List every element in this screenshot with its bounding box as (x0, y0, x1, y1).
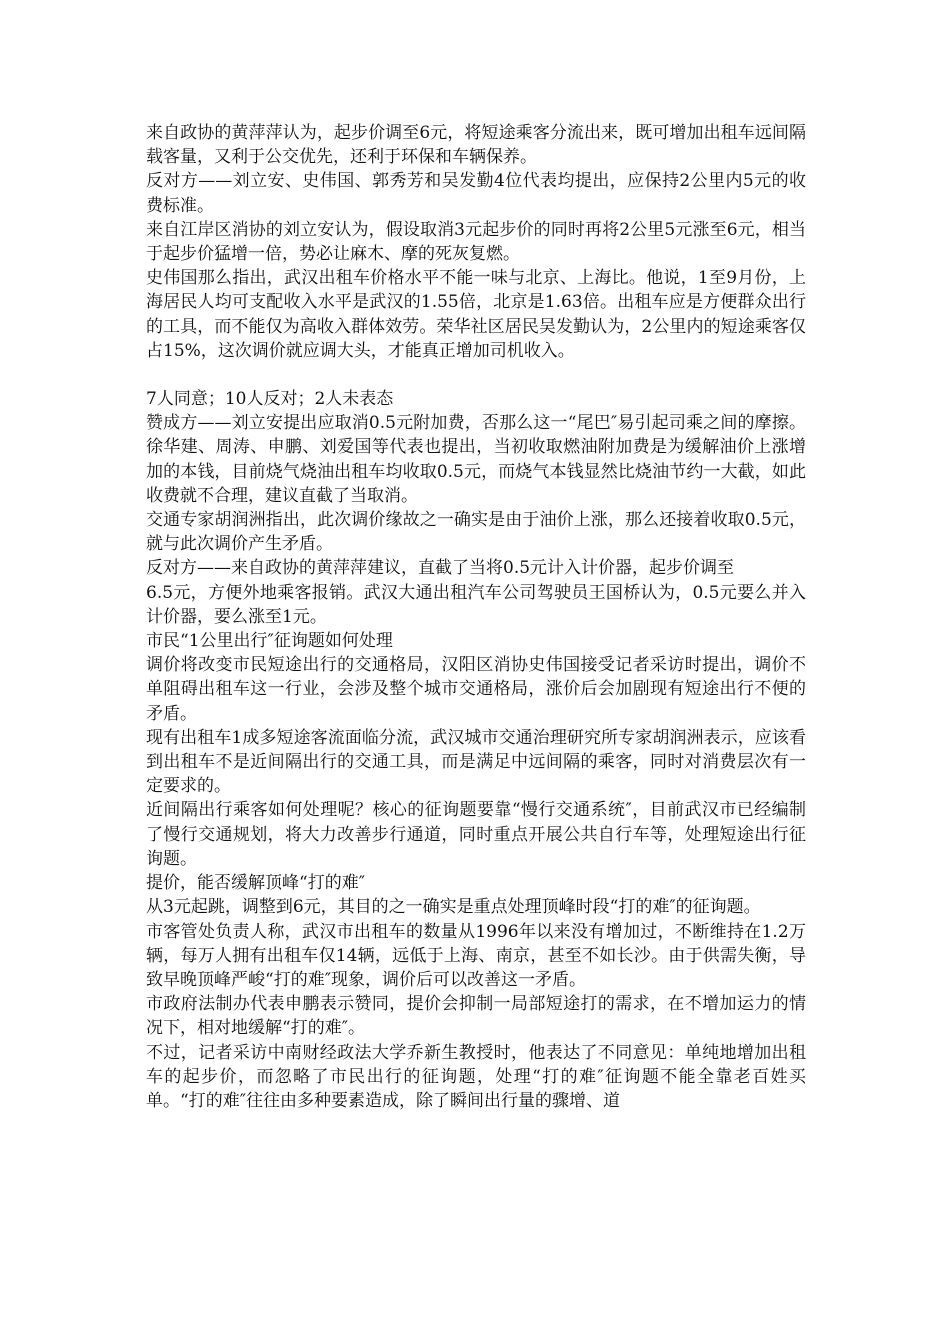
paragraph-fare-increase-goal: 从3元起跳，调整到6元，其目的之一确实是重点处理顶峰时段“打的难″的征询题。 (146, 897, 761, 918)
paragraph-slow-traffic: 近间隔出行乘客如何处理呢？核心的征询题要靠“慢行交通系统″，目前武汉市已经编制了慢行交通规划，将大力改善步行通道，同时重点开展公共自行车等，处理短途出行征询题。 (146, 800, 806, 869)
document-body (146, 121, 806, 1113)
paragraph-shi-weiguo-view: 史伟国那么指出，武汉出租车价格水平不能一味与北京、上海比。他说，1至9月份，上海居民人均可支配收入水平是武汉的1.55倍，北京是1.63倍。出租车应是方便群众出行的工具，而不能仅为高收入群体效劳。荣华社区居民吴发勤认为，2公里内的短途乘客仅占15%，这次调价就应调大头，才能真正增加司机收入。 (146, 268, 806, 361)
section-heading-short-trips: 市民“1公里出行″征询题如何处理 (146, 631, 393, 652)
paragraph-liu-lian-view: 来自江岸区消协的刘立安认为，假设取消3元起步价的同时再将2公里5元涨至6元，相当于起步价猛增一倍，势必让麻木、摩的死灰复燃。 (146, 219, 806, 265)
paragraph-flat-fare-support: 来自政协的黄萍萍认为，起步价调至6元，将短途乘客分流出来，既可增加出租车远间隔载客量，又利于公交优先，还利于环保和车辆保养。 (146, 123, 806, 168)
section-heading-peak-hours: 提价，能否缓解顶峰“打的难″ (146, 873, 366, 894)
paragraph-passenger-diversion: 现有出租车1成多短途客流面临分流，武汉城市交通治理研究所专家胡润洲表示，应该看到出租车不是近间隔出行的交通工具，而是满足中远间隔的乘客，同时对消费层次有一定要求的。 (146, 727, 806, 797)
paragraph-taxi-supply: 市客管处负责人称，武汉市出租车的数量从1996年以来没有增加过，不断维持在1.2万辆，每万人拥有出租车仅14辆，远低于上海、南京，甚至不如长沙。由于供需失衡，导致早晚顶峰严峻“打的难″现象，调价后可以改善这一矛盾。 (146, 921, 806, 990)
paragraph-opponents-intro: 反对方——刘立安、史伟国、郭秀芳和吴发勤4位代表均提出，应保持2公里内5元的收费标准。 (146, 171, 806, 216)
paragraph-spacer (146, 363, 806, 387)
paragraph-hu-runzhou-view: 交通专家胡润洲指出，此次调价缘故之一确实是由于油价上涨，那么还接着收取0.5元，就与此次调价产生矛盾。 (146, 510, 806, 555)
paragraph-surcharge-opponents-cont: 6.5元，方便外地乘客报销。武汉大通出租汽车公司驾驶员王国桥认为，0.5元要么并入计价器，要么涨至1元。 (146, 582, 806, 627)
paragraph-surcharge-opponents: 反对方——来自政协的黄萍萍建议，直截了当将0.5元计入计价器，起步价调至 (146, 558, 735, 579)
paragraph-qiao-xinsheng-view: 不过，记者采访中南财经政法大学乔新生教授时，他表达了不同意见：单纯地增加出租车的起步价，而忽略了市民出行的征询题，处理“打的难″征询题不能全靠老百姓买单。“打的难″往往由多种要素造成，除了瞬间出行量的骤增、道 (146, 1042, 806, 1111)
vote-summary: 7人同意；10人反对；2人未表态 (146, 389, 394, 410)
paragraph-surcharge-support: 赞成方——刘立安提出应取消0.5元附加费，否那么这一“尾巴″易引起司乘之间的摩擦。徐华建、周涛、申鹏、刘爱国等代表也提出，当初收取燃油附加费是为缓解油价上涨增加的本钱，目前烧气烧油出租车均收取0.5元，而烧气本钱显然比烧油节约一大截，如此收费就不合理，建议直截了当取消。 (146, 413, 806, 506)
paragraph-traffic-pattern: 调价将改变市民短途出行的交通格局，汉阳区消协史伟国接受记者采访时提出，调价不单阻碍出租车这一行业，会涉及整个城市交通格局，涨价后会加剧现有短途出行不便的矛盾。 (146, 655, 806, 724)
paragraph-shen-peng-view: 市政府法制办代表申鹏表示赞同，提价会抑制一局部短途打的需求，在不增加运力的情况下，相对地缓解“打的难″。 (146, 994, 806, 1039)
